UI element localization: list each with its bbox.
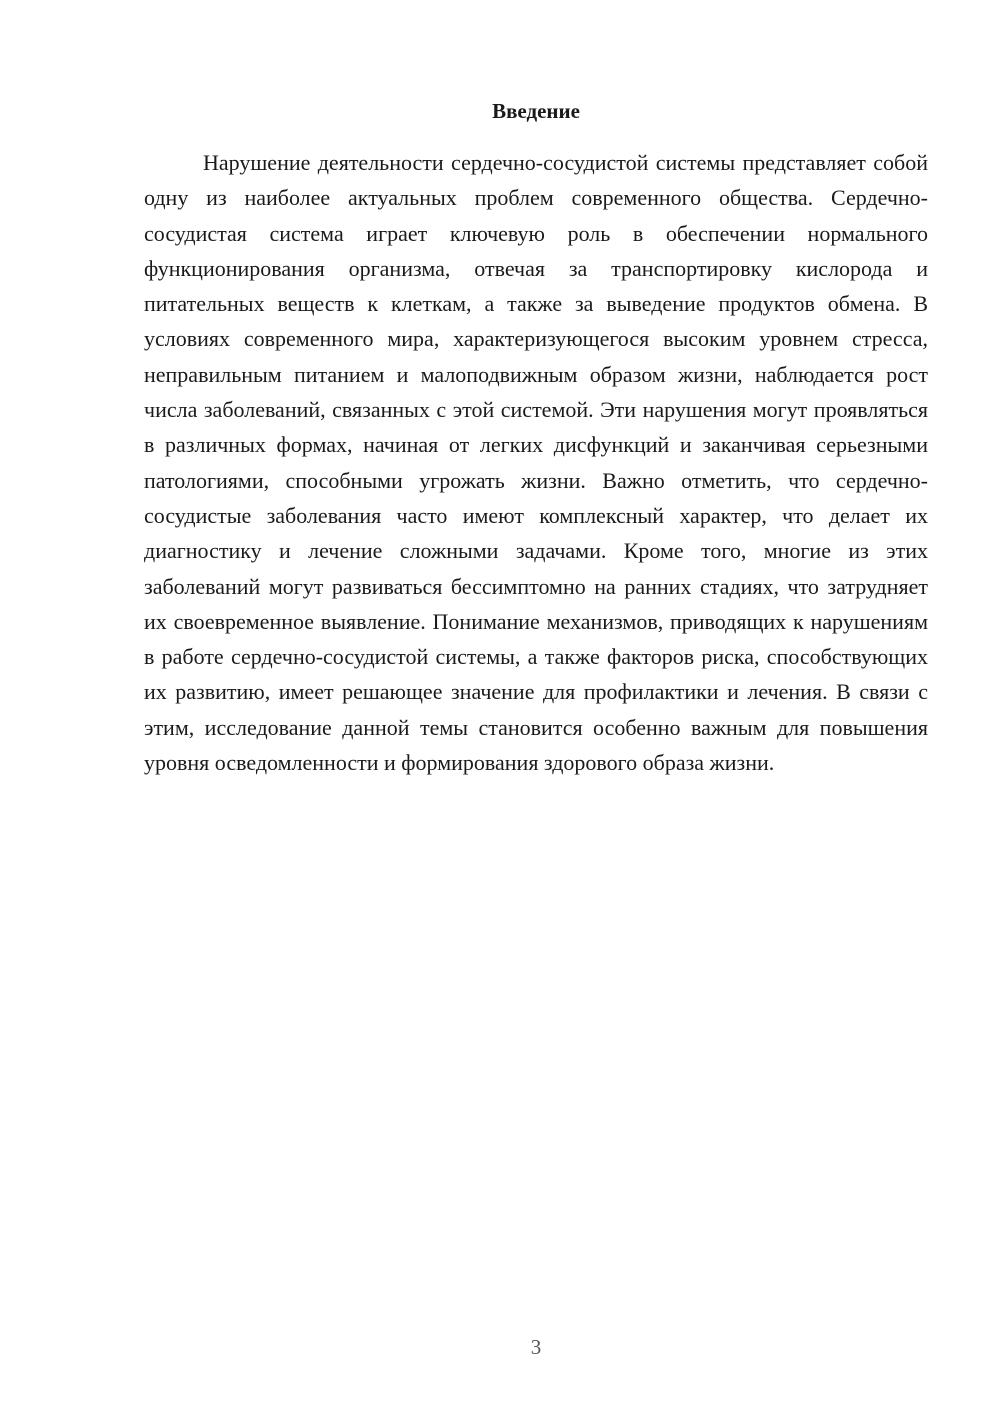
section-heading: Введение bbox=[492, 99, 580, 123]
page-number: 3 bbox=[530, 1335, 542, 1359]
body-paragraph: Нарушение деятельности сердечно-сосудистой системы представляет собой одну из наиболее актуальных проблем современного общества. Сердечно-сосудистая система играет ключевую роль в обеспечении нормального функционирования организма, отвечая за транспортировку кислорода и питательных веществ к клеткам, а также за выведение продуктов обмена. В условиях современного мира, характеризующегося высоким уровнем стресса, неправильным питанием и малоподвижным образом жизни, наблюдается рост числа заболеваний, связанных с этой системой. Эти нарушения могут проявляться в различных формах, начиная от легких дисфункций и заканчивая серьезными патологиями, способными угрожать жизни. Важно отметить, что сердечно-сосудистые заболевания часто имеют комплексный характер, что делает их диагностику и лечение сложными задачами. Кроме того, многие из этих заболеваний могут развиваться бессимптомно на ранних стадиях, что затрудняет их своевременное выявление. Понимание механизмов, приводящих к нарушениям в работе сердечно-сосудистой системы, а также факторов риска, способствующих их развитию, имеет решающее значение для профилактики и лечения. В связи с этим, исследование данной темы становится особенно важным для повышения уровня осведомленности и формирования здорового образа жизни. bbox=[144, 150, 928, 776]
